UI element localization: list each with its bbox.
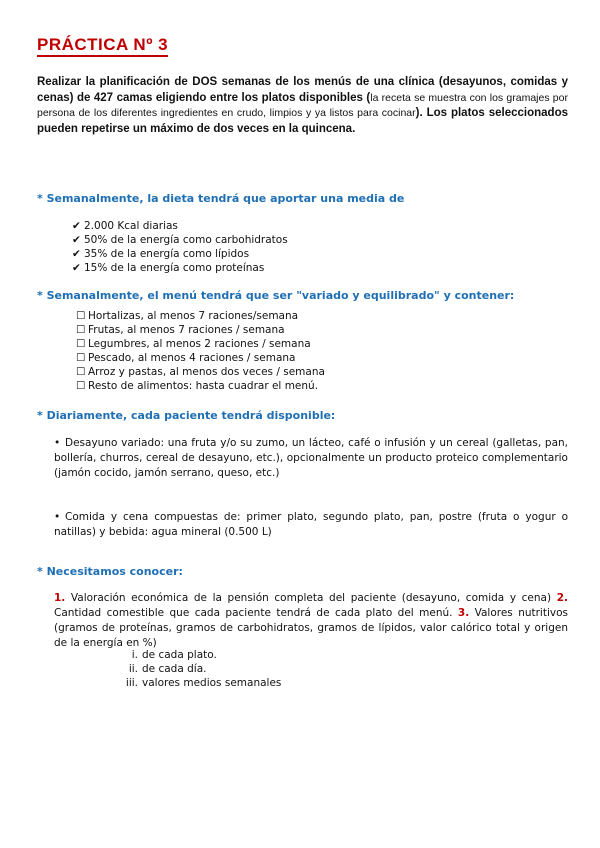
list-item: ✔ 15% de la energía como proteínas	[72, 262, 265, 274]
list-item: ✔ 50% de la energía como carbohidratos	[72, 234, 288, 246]
checkmark-icon: ✔	[72, 248, 81, 260]
list-item: i. de cada plato.	[131, 649, 217, 661]
list-item: ✔ 2.000 Kcal diarias	[72, 220, 178, 232]
checkbox-icon: ☐	[76, 310, 86, 322]
page-title: PRÁCTICA Nº 3	[37, 35, 168, 57]
list-item: ☐ Hortalizas, al menos 7 raciones/semana	[76, 310, 299, 322]
list-item: ☐ Legumbres, al menos 2 raciones / semana	[76, 338, 311, 350]
menu-requirements-list	[76, 309, 325, 393]
checkbox-icon: ☐	[76, 380, 86, 392]
checkbox-icon: ☐	[76, 352, 86, 364]
section-4-heading: * Necesitamos conocer:	[37, 565, 183, 578]
list-item: ☐ Arroz y pastas, al menos dos veces / semana	[76, 366, 325, 378]
bullet-icon: •	[54, 437, 61, 449]
checkbox-icon: ☐	[76, 338, 86, 350]
lunch-dinner-paragraph: • Comida y cena compuestas de: primer plato, segundo plato, pan, postre (fruta o yogur o natillas) y bebida: agua mineral (0.500 L)	[54, 511, 568, 538]
section-1-heading: * Semanalmente, la dieta tendrá que aportar una media de	[37, 192, 405, 205]
intro-bold-2: ). Los platos seleccionados pueden repetirse un máximo de dos veces en la quincena.	[37, 107, 568, 135]
intro-paragraph	[37, 75, 568, 137]
checkbox-icon: ☐	[76, 366, 86, 378]
requirements-paragraph: 1. Valoración económica de la pensión completa del paciente (desayuno, comida y cena) 2. Cantidad comestible que cada paciente tendrá de cada plato del menú. 3. Valores nutritivos (gramos de proteínas, gramos de carbohidratos, gramos de lípidos, valor calórico total y origen de la energía en %)	[54, 592, 568, 649]
checkmark-icon: ✔	[72, 220, 81, 232]
checkbox-icon: ☐	[76, 324, 86, 336]
list-item: ☐ Frutas, al menos 7 raciones / semana	[76, 324, 285, 336]
intro-bold-1: Realizar la planificación de DOS semanas de los menús de una clínica (desayunos, comidas y cenas) de 427 camas eligiendo entre los platos disponibles (	[37, 76, 568, 104]
checkmark-icon: ✔	[72, 234, 81, 246]
bullet-icon: •	[54, 511, 61, 523]
list-item: iii. valores medios semanales	[125, 677, 282, 689]
section-3-heading: * Diariamente, cada paciente tendrá disponible:	[37, 409, 336, 422]
intro-normal: la receta se muestra con los gramajes por persona de los diferentes ingredientes en crudo, limpios y ya listos para cocinar	[37, 91, 568, 119]
list-item: ✔ 35% de la energía como lípidos	[72, 248, 250, 260]
breakfast-paragraph: • Desayuno variado: una fruta y/o su zumo, un lácteo, café o infusión y un cereal (galletas, pan, bollería, churros, cereal de desayuno, etc.), opcionalmente un producto proteico complementario (jamón cocido, jamón serrano, queso, etc.)	[54, 437, 568, 479]
list-item: ☐ Pescado, al menos 4 raciones / semana	[76, 352, 296, 364]
list-item: ☐ Resto de alimentos: hasta cuadrar el menú.	[76, 380, 319, 392]
section-2-heading: * Semanalmente, el menú tendrá que ser "variado y equilibrado" y contener:	[37, 289, 515, 302]
diet-requirements-list	[72, 219, 288, 275]
sub-list	[120, 648, 281, 690]
checkmark-icon: ✔	[72, 262, 81, 274]
list-item: ii. de cada día.	[128, 663, 207, 675]
